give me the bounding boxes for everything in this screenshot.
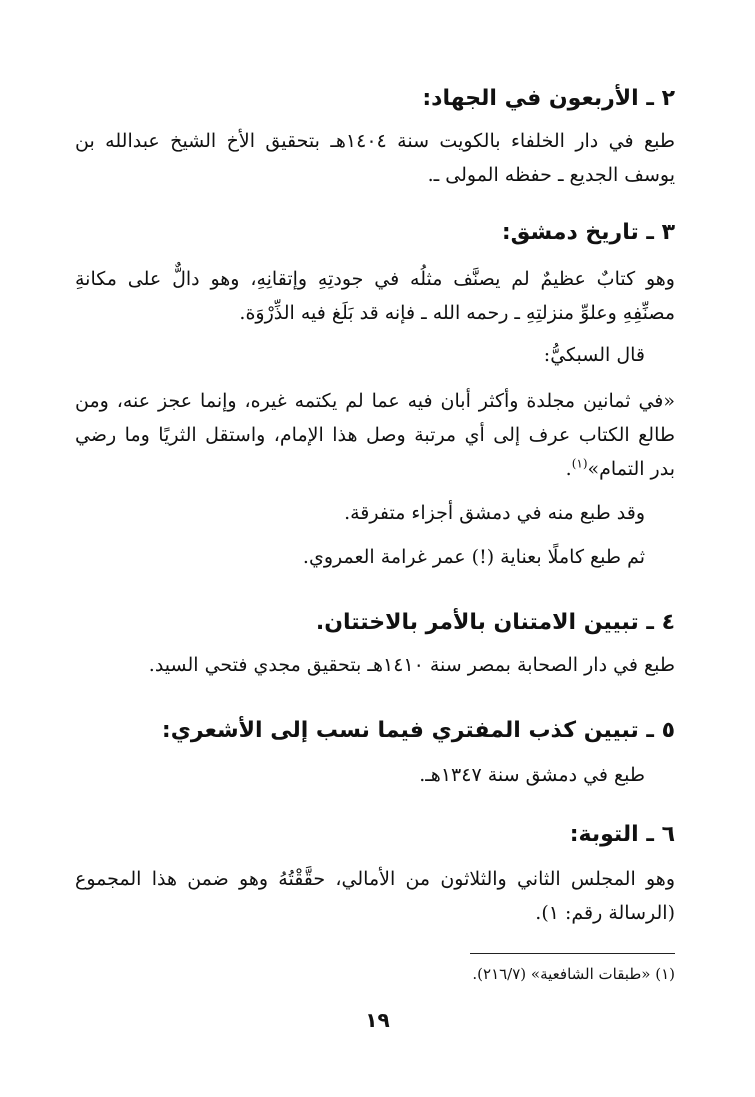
heading-tabyin-imtinan: ٤ ـ تبيين الامتنان بالأمر بالاختتان. — [315, 610, 675, 635]
heading-tabyin-kadhib: ٥ ـ تبيين كذب المفتري فيما نسب إلى الأشعري: — [161, 718, 675, 743]
paragraph-subki-intro: قال السبكيُّ: — [543, 344, 645, 366]
paragraph-tarikh-description: وهو كتابٌ عظيمٌ لم يصنَّف مثلُه في جودتِهِ وإتقانِهِ، وهو دالٌّ على مكانةِ مصنِّفِهِ وعلوِّ منزلتِهِ ـ رحمه الله ـ فإنه قد بَلَغ فيه الذِّرْوَة. — [75, 268, 675, 324]
paragraph-tabyin-kadhib-print: طبع في دمشق سنة ١٣٤٧هـ. — [419, 764, 645, 786]
footnote-reference: (١) — [571, 456, 588, 471]
footnote-text: (١) «طبقات الشافعية» (٢١٦/٧). — [472, 965, 675, 983]
heading-tawba: ٦ ـ التوبة: — [569, 822, 675, 847]
paragraph-damascus-parts: وقد طبع منه في دمشق أجزاء متفرقة. — [344, 502, 645, 524]
page-number: ١٩ — [365, 1008, 390, 1032]
paragraph-arbaun-print: طبع في دار الخلفاء بالكويت سنة ١٤٠٤هـ بتحقيق الأخ الشيخ عبدالله بن يوسف الجديع ـ حفظه المولى ـ. — [75, 130, 675, 186]
paragraph-subki-quote — [75, 384, 675, 486]
paragraph-full-print: ثم طبع كاملًا بعناية (!) عمر غرامة العمروي. — [302, 546, 645, 568]
heading-arbaun-jihad: ٢ ـ الأربعون في الجهاد: — [422, 86, 675, 111]
heading-tarikh-dimashq: ٣ ـ تاريخ دمشق: — [501, 220, 675, 245]
subki-quote-text: «في ثمانين مجلدة وأكثر أبان فيه عما لم يكتمه غيره، وإنما عجز عنه، ومن طالع الكتاب عرف إلى أي مرتبة وصل هذا الإمام، واستقل الثريًا وما رضي بدر التمام» — [75, 390, 675, 480]
paragraph-tawba-description: وهو المجلس الثاني والثلاثون من الأمالي، حقَّقْتُهُ وهو ضمن هذا المجموع (الرسالة رقم: ١). — [75, 868, 675, 924]
quote-period: . — [565, 458, 572, 480]
footnote-divider — [470, 953, 675, 954]
paragraph-tabyin-imtinan-print: طبع في دار الصحابة بمصر سنة ١٤١٠هـ بتحقيق مجدي فتحي السيد. — [148, 654, 675, 676]
